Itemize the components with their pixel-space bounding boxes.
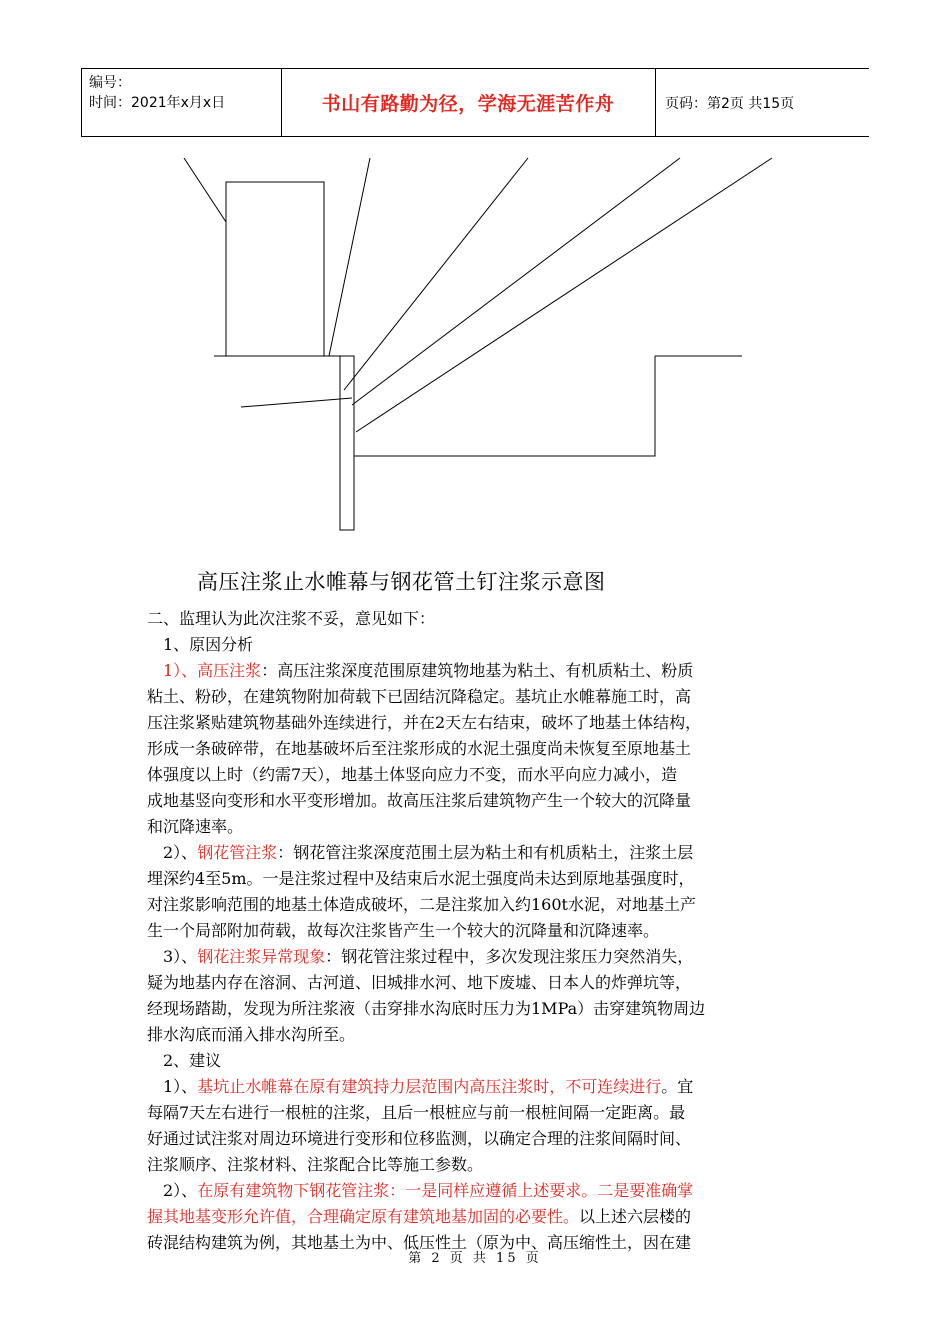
subheading-suggestions: 2、建议 bbox=[163, 1051, 222, 1070]
paragraph-line bbox=[147, 658, 807, 684]
subheading-analysis: 1、原因分析 bbox=[163, 635, 254, 654]
paragraph-line: 好通过试注浆对周边环境进行变形和位移监测，以确定合理的注浆间隔时间、 bbox=[147, 1129, 692, 1148]
paragraph-line: 和沉降速率。 bbox=[147, 817, 244, 836]
text-span: 2）、 bbox=[163, 843, 198, 862]
date-label: 时间：2021年x月x日 bbox=[89, 95, 226, 111]
text-span: ：钢花管注浆过程中，多次发现注浆压力突然消失， bbox=[325, 947, 694, 966]
paragraph-line bbox=[147, 1178, 807, 1204]
highlight-text: 在原有建筑物下钢花管注浆：一是同样应遵循上述要求。二是要准确掌 bbox=[197, 1181, 694, 1200]
paragraph-line: 粘土、粉砂，在建筑物附加荷载下已固结沉降稳定。基坑止水帷幕施工时，高 bbox=[147, 687, 692, 706]
highlight-text: 基坑止水帷幕在原有建筑持力层范围内高压注浆时，不可连续进行 bbox=[197, 1077, 662, 1096]
paragraph-line: 砖混结构建筑为例，其地基土为中、低压性土（原为中、高压缩性土，因在建 bbox=[147, 1233, 692, 1252]
paragraph-line: 生一个局部附加荷载，故每次注浆皆产生一个较大的沉降量和沉降速率。 bbox=[147, 921, 660, 940]
nail-line-1 bbox=[329, 158, 370, 356]
highlight-text: 钢花管注浆 bbox=[197, 843, 278, 862]
text-span: 2）、 bbox=[163, 1181, 198, 1200]
paragraph-line bbox=[147, 1204, 807, 1230]
text-span: 3）、 bbox=[163, 947, 198, 966]
excavation-pit bbox=[354, 356, 655, 456]
header-meta bbox=[89, 73, 225, 113]
paragraph-line: 埋深约4至5m。一是注浆过程中及结束后水泥土强度尚未达到原地基强度时， bbox=[147, 869, 695, 888]
grouting-diagram bbox=[0, 140, 950, 540]
header-left-border bbox=[81, 69, 82, 136]
paragraph-line: 每隔7天左右进行一根桩的注浆，且后一根桩应与前一根桩间隔一定距离。最 bbox=[147, 1103, 686, 1122]
page-header bbox=[81, 68, 869, 137]
paragraph-line bbox=[147, 944, 807, 970]
paragraph-line: 压注浆紧贴建筑物基础外连续进行，并在2天左右结束，破坏了地基土体结构， bbox=[147, 713, 702, 732]
paragraph-line: 排水沟底而涌入排水沟所至。 bbox=[147, 1025, 356, 1044]
nail-line-horizontal bbox=[241, 398, 352, 407]
slope-line-left bbox=[184, 158, 226, 222]
nail-line-4 bbox=[356, 158, 772, 432]
paragraph-line: 注浆顺序、注浆材料、注浆配合比等施工参数。 bbox=[147, 1155, 484, 1174]
building-block bbox=[226, 182, 324, 356]
paragraph-line: 经现场踏勘，发现为所注浆液（击穿排水沟底时压力为1MPa）击穿建筑物周边 bbox=[147, 999, 706, 1018]
highlight-text: 1）、高压注浆 bbox=[163, 661, 262, 680]
paragraph-line: 形成一条破碎带，在地基破坏后至注浆形成的水泥土强度尚未恢复至原地基土 bbox=[147, 739, 692, 758]
text-span: 1）、 bbox=[163, 1077, 198, 1096]
header-motto: 书山有路勤为径，学海无涯苦作舟 bbox=[321, 93, 615, 115]
section-heading: 二、监理认为此次注浆不妥，意见如下： bbox=[147, 609, 436, 628]
header-page-code: 页码：第2页 共15页 bbox=[665, 96, 795, 112]
grout-curtain bbox=[340, 356, 354, 530]
text-span: 。宜 bbox=[661, 1077, 694, 1096]
paragraph-line bbox=[147, 840, 807, 866]
figure-caption: 高压注浆止水帷幕与钢花管土钉注浆示意图 bbox=[197, 570, 606, 594]
text-span: ：高压注浆深度范围原建筑物地基为粘土、有机质粘土、粉质 bbox=[261, 661, 694, 680]
header-divider-2 bbox=[655, 69, 656, 136]
body-text bbox=[147, 606, 807, 1256]
text-span: 以上述六层楼的 bbox=[579, 1207, 692, 1226]
text-span: ：钢花管注浆深度范围土层为粘土和有机质粘土，注浆土层 bbox=[277, 843, 694, 862]
serial-label: 编号： bbox=[89, 75, 131, 91]
paragraph-line: 对注浆影响范围的地基土体造成破坏，二是注浆加入约160t水泥，对地基土产 bbox=[147, 895, 696, 914]
nail-line-2 bbox=[344, 158, 528, 390]
nail-line-3 bbox=[352, 158, 680, 405]
paragraph-line: 疑为地基内存在溶洞、古河道、旧城排水河、地下废墟、日本人的炸弹坑等， bbox=[147, 973, 692, 992]
paragraph-line: 成地基竖向变形和水平变形增加。故高压注浆后建筑物产生一个较大的沉降量 bbox=[147, 791, 692, 810]
paragraph-line bbox=[147, 1074, 807, 1100]
page-footer: 第 2 页 共 15 页 bbox=[408, 1251, 542, 1266]
highlight-text: 握其地基变形允许值，合理确定原有建筑地基加固的必要性。 bbox=[147, 1207, 580, 1226]
paragraph-line: 体强度以上时（约需7天），地基土体竖向应力不变，而水平向应力减小，造 bbox=[147, 765, 678, 784]
highlight-text: 钢花注浆异常现象 bbox=[197, 947, 326, 966]
